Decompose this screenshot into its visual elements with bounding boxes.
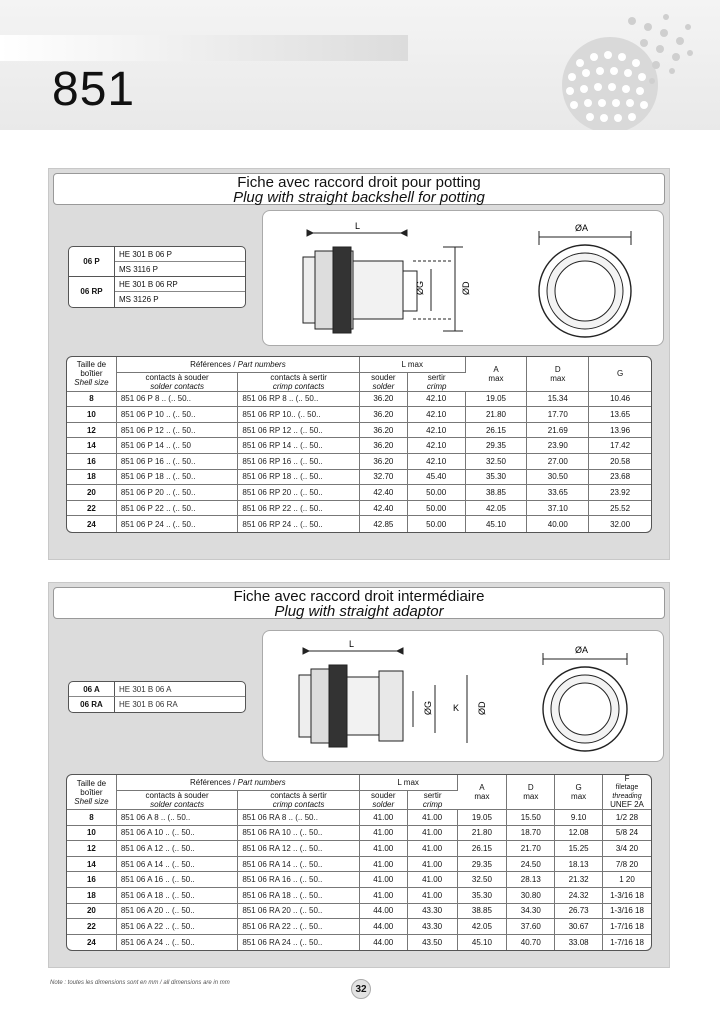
cell-l-solder: 41.00	[360, 857, 408, 873]
cell-solder: 851 06 P 8 .. (.. 50..	[117, 392, 239, 408]
header-g: G	[589, 357, 651, 392]
section-title-fr: Fiche avec raccord droit pour potting	[237, 174, 481, 191]
cell-a: 38.85	[458, 904, 508, 920]
table-row	[67, 888, 651, 904]
section-title-en: Plug with straight adaptor	[274, 603, 444, 620]
cell-l-crimp: 43.30	[408, 904, 458, 920]
cell-d: 30.50	[527, 470, 589, 486]
header-l-max: L max	[360, 357, 466, 373]
cell-l-solder: 41.00	[360, 888, 408, 904]
cell-crimp: 851 06 RP 8 .. (.. 50..	[238, 392, 360, 408]
cell-solder: 851 06 P 16 .. (.. 50..	[117, 454, 239, 470]
dim-l-label: L	[355, 221, 361, 231]
cell-crimp: 851 06 RA 20 .. (.. 50..	[238, 904, 359, 920]
page-number: 32	[351, 979, 371, 999]
cell-l-solder: 41.00	[360, 826, 408, 842]
cell-size: 16	[67, 872, 117, 888]
cell-l-crimp: 43.30	[408, 919, 458, 935]
cell-crimp: 851 06 RA 18 .. (.. 50..	[238, 888, 359, 904]
table-row	[67, 392, 651, 408]
cell-d: 27.00	[527, 454, 589, 470]
header-l-crimp: sertir crimp	[408, 373, 466, 392]
ref-value: HE 301 B 06 P	[115, 247, 245, 262]
cell-d: 40.00	[527, 516, 589, 532]
cell-l-solder: 36.20	[360, 392, 408, 408]
table-row	[67, 407, 651, 423]
cell-solder: 851 06 P 22 .. (.. 50..	[117, 501, 239, 517]
cell-size: 24	[67, 935, 117, 951]
table-row	[67, 485, 651, 501]
header-part-numbers: Références / Part numbers	[117, 775, 360, 791]
section-title-en: Plug with straight backshell for potting	[233, 189, 485, 206]
cell-size: 10	[67, 826, 117, 842]
cell-l-solder: 44.00	[360, 919, 408, 935]
ref-key: 06 A	[69, 682, 115, 696]
cell-f: 1-3/16 18	[603, 904, 651, 920]
cell-l-crimp: 50.00	[408, 485, 466, 501]
table-row	[67, 501, 651, 517]
dim-g-label: ØG	[415, 280, 425, 295]
cell-f: 1-7/16 18	[610, 938, 644, 948]
dim-k-label: K	[453, 703, 460, 713]
cell-g: 24.32	[555, 888, 603, 904]
dim-d-label: ØD	[477, 701, 487, 715]
cell-solder: 851 06 A 10 .. (.. 50..	[117, 826, 238, 842]
cell-size: 20	[67, 485, 117, 501]
reference-box-adaptor	[68, 681, 246, 713]
cell-a: 19.05	[458, 810, 508, 826]
ref-value: MS 3126 P	[119, 295, 159, 304]
cell-l-crimp: 41.00	[408, 872, 458, 888]
section-potting-title	[53, 173, 665, 205]
dim-a-label: ØA	[575, 223, 589, 233]
cell-l-solder: 41.00	[360, 841, 408, 857]
cell-l-crimp: 41.00	[408, 826, 458, 842]
cell-l-crimp: 50.00	[408, 501, 466, 517]
cell-g: 15.25	[555, 841, 603, 857]
cell-solder: 851 06 A 8 .. (.. 50..	[117, 810, 238, 826]
dim-l-label: L	[349, 639, 355, 649]
table-row	[67, 872, 651, 888]
cell-a: 35.30	[458, 888, 508, 904]
specs-table-potting	[66, 356, 652, 533]
reference-box-potting	[68, 246, 246, 308]
cell-d: 18.70	[507, 826, 555, 842]
header-l-crimp: sertir crimp	[408, 791, 458, 810]
header-l-solder: souder solder	[360, 373, 408, 392]
cell-f: 5/8 24	[603, 826, 651, 842]
table-row	[67, 438, 651, 454]
table-row	[67, 826, 651, 842]
header-d-max: D max	[527, 357, 589, 392]
cell-g: 32.00	[610, 519, 631, 529]
cell-l-solder: 36.20	[360, 454, 408, 470]
cell-g: 17.42	[589, 438, 651, 454]
cell-crimp: 851 06 RP 14 .. (.. 50..	[238, 438, 360, 454]
header-d-max: D max	[507, 775, 555, 810]
cell-crimp: 851 06 RA 12 .. (.. 50..	[238, 841, 359, 857]
cell-g: 13.96	[589, 423, 651, 439]
cell-g: 18.13	[555, 857, 603, 873]
section-title-fr: Fiche avec raccord droit intermédiaire	[233, 588, 485, 605]
cell-size: 20	[67, 904, 117, 920]
cell-g: 9.10	[555, 810, 603, 826]
cell-crimp: 851 06 RP 10.. (.. 50..	[238, 407, 360, 423]
specs-table-adaptor	[66, 774, 652, 951]
cell-l-crimp: 41.00	[408, 888, 458, 904]
cell-f: 3/4 20	[603, 841, 651, 857]
cell-solder: 851 06 P 18 .. (.. 50..	[117, 470, 239, 486]
header-crimp-contacts: contacts à sertir crimp contacts	[238, 373, 360, 392]
cell-size: 8	[67, 810, 117, 826]
header-f-threading: F filetage threading UNEF 2A	[603, 775, 651, 810]
cell-l-crimp: 42.10	[408, 407, 466, 423]
cell-l-crimp: 43.50	[408, 935, 458, 951]
cell-d: 30.80	[507, 888, 555, 904]
ref-value: HE 301 B 06 RP	[115, 277, 245, 292]
cell-f: 1/2 28	[603, 810, 651, 826]
cell-l-solder: 36.20	[360, 407, 408, 423]
cell-g: 23.68	[589, 470, 651, 486]
cell-l-solder: 44.00	[360, 935, 408, 951]
header-crimp-contacts: contacts à sertir crimp contacts	[238, 791, 359, 810]
cell-l-crimp: 50.00	[408, 516, 466, 532]
dim-a-label: ØA	[575, 645, 589, 655]
technical-drawing-potting	[262, 210, 664, 346]
page-title: 851	[52, 63, 136, 116]
cell-g: 20.58	[589, 454, 651, 470]
connector-drawing	[263, 211, 663, 345]
cell-d: 34.30	[507, 904, 555, 920]
cell-l-crimp: 41.00	[408, 841, 458, 857]
cell-a: 45.10	[466, 516, 528, 532]
cell-d: 40.70	[507, 935, 555, 951]
cell-a: 29.35	[466, 438, 528, 454]
cell-a: 45.10	[458, 935, 508, 951]
cell-crimp: 851 06 RP 12 .. (.. 50..	[238, 423, 360, 439]
cell-l-solder: 36.20	[360, 423, 408, 439]
header-part-numbers: Références / Part numbers	[117, 357, 360, 373]
cell-size: 18	[67, 888, 117, 904]
cell-l-crimp: 42.10	[408, 438, 466, 454]
cell-crimp: 851 06 RA 10 .. (.. 50..	[238, 826, 359, 842]
cell-solder: 851 06 P 20 .. (.. 50..	[117, 485, 239, 501]
cell-a: 19.05	[466, 392, 528, 408]
cell-d: 17.70	[527, 407, 589, 423]
ref-key: 06 RA	[69, 697, 115, 712]
cell-d: 28.13	[507, 872, 555, 888]
cell-crimp: 851 06 RA 14 .. (.. 50..	[238, 857, 359, 873]
table-row	[67, 454, 651, 470]
header-solder-contacts: contacts à souder solder contacts	[117, 791, 238, 810]
cell-size: 14	[67, 857, 117, 873]
cell-l-crimp: 45.40	[408, 470, 466, 486]
cell-l-solder: 42.40	[360, 501, 408, 517]
cell-a: 35.30	[466, 470, 528, 486]
cell-a: 42.05	[466, 501, 528, 517]
table-row	[67, 841, 651, 857]
cell-l-solder: 42.85	[360, 516, 408, 532]
cell-crimp: 851 06 RA 16 .. (.. 50..	[238, 872, 359, 888]
table-row	[67, 516, 651, 532]
cell-g: 13.65	[589, 407, 651, 423]
cell-f: 7/8 20	[603, 857, 651, 873]
cell-l-crimp: 42.10	[408, 392, 466, 408]
cell-solder: 851 06 A 12 .. (.. 50..	[117, 841, 238, 857]
ref-value: MS 3116 P	[119, 265, 158, 274]
cell-crimp: 851 06 RP 24 .. (.. 50..	[238, 516, 360, 532]
cell-d: 15.50	[507, 810, 555, 826]
cell-crimp: 851 06 RP 18 .. (.. 50..	[238, 470, 360, 486]
cell-size: 8	[67, 392, 117, 408]
cell-l-solder: 41.00	[360, 810, 408, 826]
cell-l-solder: 41.00	[360, 872, 408, 888]
header-shell-size: Taille de boîtier Shell size	[67, 357, 117, 392]
cell-solder: 851 06 P 12 .. (.. 50..	[117, 423, 239, 439]
cell-l-crimp: 42.10	[408, 454, 466, 470]
cell-a: 29.35	[458, 857, 508, 873]
cell-d: 33.65	[527, 485, 589, 501]
cell-d: 23.90	[527, 438, 589, 454]
cell-solder: 851 06 P 24 .. (.. 50..	[117, 516, 239, 532]
cell-l-crimp: 42.10	[408, 423, 466, 439]
cell-f: 1-3/16 18	[603, 888, 651, 904]
cell-d: 37.60	[507, 919, 555, 935]
header-shell-size: Taille de boîtier Shell size	[67, 775, 117, 810]
cell-solder: 851 06 A 20 .. (.. 50..	[117, 904, 238, 920]
footer-note: Note : toutes les dimensions sont en mm / all dimensions are in mm	[50, 980, 230, 986]
cell-solder: 851 06 P 14 .. (.. 50	[117, 438, 239, 454]
cell-d: 21.69	[527, 423, 589, 439]
table-row	[67, 810, 651, 826]
cell-solder: 851 06 A 18 .. (.. 50..	[117, 888, 238, 904]
cell-l-crimp: 41.00	[408, 857, 458, 873]
cell-crimp: 851 06 RA 8 .. (.. 50..	[238, 810, 359, 826]
dim-g-label: ØG	[423, 700, 433, 715]
cell-g: 12.08	[555, 826, 603, 842]
cell-g: 21.32	[555, 872, 603, 888]
cell-a: 32.50	[458, 872, 508, 888]
cell-a: 42.05	[458, 919, 508, 935]
cell-a: 21.80	[458, 826, 508, 842]
technical-drawing-adaptor	[262, 630, 664, 762]
table-row	[67, 919, 651, 935]
cell-crimp: 851 06 RP 20 .. (.. 50..	[238, 485, 360, 501]
cell-size: 16	[67, 454, 117, 470]
cell-size: 22	[67, 919, 117, 935]
ref-value: HE 301 B 06 A	[119, 685, 172, 694]
table-row	[67, 470, 651, 486]
cell-a: 26.15	[458, 841, 508, 857]
table-body	[67, 392, 651, 532]
header-a-max: A max	[458, 775, 508, 810]
connector-drawing	[263, 631, 663, 761]
cell-size: 24	[67, 516, 117, 532]
header-solder-contacts: contacts à souder solder contacts	[117, 373, 239, 392]
table-row	[67, 935, 651, 951]
table-row	[67, 857, 651, 873]
cell-d: 15.34	[527, 392, 589, 408]
cell-solder: 851 06 P 10 .. (.. 50..	[117, 407, 239, 423]
cell-size: 18	[67, 470, 117, 486]
cell-crimp: 851 06 RA 22 .. (.. 50..	[238, 919, 359, 935]
header-strip	[0, 35, 408, 61]
section-adaptor-title	[53, 587, 665, 619]
cell-l-crimp: 41.00	[408, 810, 458, 826]
cell-g: 26.73	[555, 904, 603, 920]
cell-l-solder: 32.70	[360, 470, 408, 486]
cell-size: 14	[67, 438, 117, 454]
cell-solder: 851 06 A 22 .. (.. 50..	[117, 919, 238, 935]
cell-g: 33.08	[555, 935, 603, 951]
cell-l-solder: 36.20	[360, 438, 408, 454]
cell-size: 12	[67, 423, 117, 439]
cell-d: 37.10	[527, 501, 589, 517]
cell-g: 30.67	[555, 919, 603, 935]
header-a-max: A max	[466, 357, 528, 392]
cell-g: 25.52	[589, 501, 651, 517]
cell-g: 23.92	[589, 485, 651, 501]
cell-a: 26.15	[466, 423, 528, 439]
cell-d: 21.70	[507, 841, 555, 857]
cell-size: 12	[67, 841, 117, 857]
table-body	[67, 810, 651, 950]
cell-crimp: 851 06 RP 22 .. (.. 50..	[238, 501, 360, 517]
cell-a: 21.80	[466, 407, 528, 423]
cell-g: 10.46	[589, 392, 651, 408]
header-l-max: L max	[360, 775, 458, 791]
cell-a: 38.85	[466, 485, 528, 501]
dim-d-label: ØD	[461, 281, 471, 295]
cell-f: 1-7/16 18	[603, 919, 651, 935]
cell-solder: 851 06 A 16 .. (.. 50..	[117, 872, 238, 888]
header-l-solder: souder solder	[360, 791, 408, 810]
cell-solder: 851 06 A 14 .. (.. 50..	[117, 857, 238, 873]
cell-f: 1 20	[603, 872, 651, 888]
cell-l-solder: 44.00	[360, 904, 408, 920]
decorative-dots-logo	[540, 5, 720, 130]
cell-size: 10	[67, 407, 117, 423]
cell-l-solder: 42.40	[360, 485, 408, 501]
header-g-max: G max	[555, 775, 603, 810]
cell-a: 32.50	[466, 454, 528, 470]
ref-key: 06 P	[69, 247, 115, 276]
cell-crimp: 851 06 RA 24 .. (.. 50..	[238, 935, 359, 951]
cell-size: 22	[67, 501, 117, 517]
cell-crimp: 851 06 RP 16 .. (.. 50..	[238, 454, 360, 470]
table-row	[67, 423, 651, 439]
table-row	[67, 904, 651, 920]
cell-d: 24.50	[507, 857, 555, 873]
cell-solder: 851 06 A 24 .. (.. 50..	[117, 935, 238, 951]
ref-value: HE 301 B 06 RA	[119, 700, 178, 709]
ref-key: 06 RP	[69, 277, 115, 307]
